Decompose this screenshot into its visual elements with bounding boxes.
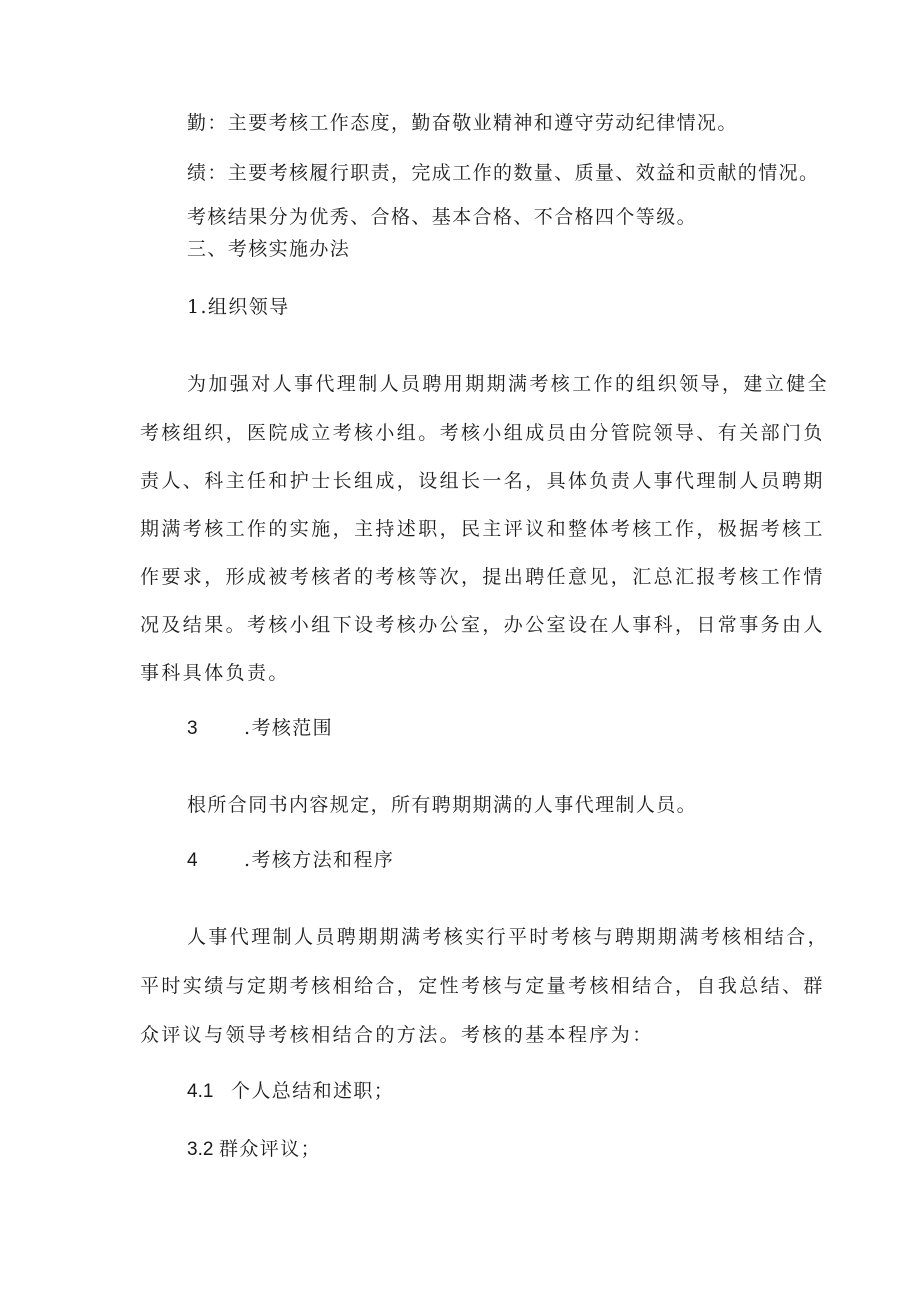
paragraph-line: 众评议与领导考核相结合的方法。考核的基本程序为： [140,1024,654,1046]
paragraph-line: 人事代理制人员聘期期满考核实行平时考核与聘期期满考核相结合， [187,926,830,948]
criteria-ji: 绩：主要考核履行职责，完成工作的数量、质量、效益和贡献的情况。 [187,162,820,184]
paragraph-line: 平时实绩与定期考核相给合，定性考核与定量考核相结合，自我总结、群 [140,975,825,997]
paragraph-line: 况及结果。考核小组下设考核办公室，办公室设在人事科，日常事务由人 [140,614,825,636]
scope-text: 根所合同书内容规定，所有聘期期满的人事代理制人员。 [187,794,698,816]
paragraph-line: 责人、科主任和护士长组成，设组长一名，具体负责人事代理制人员聘期 [140,470,825,492]
paragraph-line: 期满考核工作的实施，主持述职，民主评议和整体考核工作，极据考核工 [140,518,825,540]
step-number: 3.2 [187,1139,214,1160]
criteria-qin: 勤：主要考核工作态度，勤奋敬业精神和遵守劳动纪律情况。 [187,112,738,134]
paragraph-line: 作要求，形成被考核者的考核等次，提出聘任意见，汇总汇报考核工作情 [140,566,825,588]
item-heading-method: .考核方法和程序 [244,849,395,871]
step-text: 个人总结和述职； [231,1080,395,1102]
item-heading-scope: .考核范围 [244,717,334,739]
step-text: 群众评议； [219,1138,322,1160]
item-heading-organization: 1.组织领导 [187,296,290,318]
paragraph-line: 事科具体负责。 [140,662,290,684]
item-number-scope: 3 [187,718,198,739]
paragraph-line: 为加强对人事代理制人员聘用期期满考核工作的组织领导，建立健全 [187,373,830,395]
result-levels: 考核结果分为优秀、合格、基本合格、不合格四个等级。 [187,206,698,228]
paragraph-line: 考核组织，医院成立考核小组。考核小组成员由分管院领导、有关部门负 [140,422,825,444]
section-heading: 三、考核实施办法 [187,238,351,260]
step-number: 4.1 [187,1081,214,1102]
item-number-method: 4 [187,850,198,871]
